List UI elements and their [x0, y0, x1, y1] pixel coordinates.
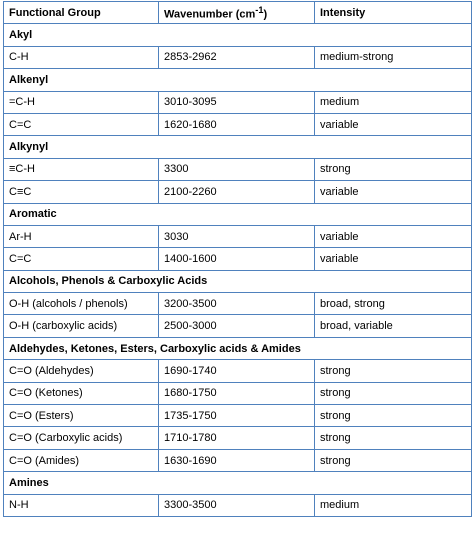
cell-intensity: broad, strong [315, 293, 472, 315]
cell-intensity: medium-strong [315, 46, 472, 68]
cell-wavenumber: 2500-3000 [159, 315, 315, 337]
table-row [4, 225, 472, 247]
table-row [4, 405, 472, 427]
table-row [4, 181, 472, 203]
cell-functional-group: C=O (Aldehydes) [4, 360, 159, 382]
group-header-label: Alkenyl [4, 69, 472, 91]
table-row [4, 248, 472, 270]
header-intensity: Intensity [315, 2, 472, 24]
cell-intensity: strong [315, 158, 472, 180]
cell-intensity: strong [315, 427, 472, 449]
table-row [4, 382, 472, 404]
cell-wavenumber: 1400-1600 [159, 248, 315, 270]
cell-intensity: strong [315, 382, 472, 404]
group-header-row [4, 69, 472, 91]
group-header-label: Aldehydes, Ketones, Esters, Carboxylic acids & Amides [4, 337, 472, 359]
cell-wavenumber: 1620-1680 [159, 113, 315, 135]
cell-intensity: strong [315, 405, 472, 427]
cell-intensity: strong [315, 360, 472, 382]
cell-functional-group: C=O (Ketones) [4, 382, 159, 404]
group-header-row [4, 24, 472, 46]
cell-wavenumber: 3300-3500 [159, 494, 315, 516]
group-header-label: Akyl [4, 24, 472, 46]
header-functional-group: Functional Group [4, 2, 159, 24]
group-header-label: Alcohols, Phenols & Carboxylic Acids [4, 270, 472, 292]
cell-intensity: medium [315, 494, 472, 516]
table-row [4, 360, 472, 382]
table-row [4, 46, 472, 68]
cell-functional-group: O-H (alcohols / phenols) [4, 293, 159, 315]
ir-absorption-table [3, 1, 472, 517]
group-header-row [4, 337, 472, 359]
table-row [4, 427, 472, 449]
cell-intensity: variable [315, 225, 472, 247]
table-row [4, 449, 472, 471]
table-row [4, 158, 472, 180]
cell-wavenumber: 1680-1750 [159, 382, 315, 404]
cell-wavenumber: 3010-3095 [159, 91, 315, 113]
table-row [4, 91, 472, 113]
cell-functional-group: C=O (Carboxylic acids) [4, 427, 159, 449]
header-wavenumber-label: Wavenumber (cm [164, 8, 256, 21]
cell-functional-group: O-H (carboxylic acids) [4, 315, 159, 337]
cell-wavenumber: 1630-1690 [159, 449, 315, 471]
cell-intensity: variable [315, 181, 472, 203]
group-header-row [4, 472, 472, 494]
cell-wavenumber: 1710-1780 [159, 427, 315, 449]
cell-wavenumber: 3030 [159, 225, 315, 247]
group-header-label: Aromatic [4, 203, 472, 225]
table-body [4, 2, 472, 517]
table-row [4, 293, 472, 315]
cell-wavenumber: 2853-2962 [159, 46, 315, 68]
cell-functional-group: C=O (Amides) [4, 449, 159, 471]
cell-intensity: broad, variable [315, 315, 472, 337]
table-header-row [4, 2, 472, 24]
cell-functional-group: C≡C [4, 181, 159, 203]
cell-wavenumber: 1690-1740 [159, 360, 315, 382]
cell-functional-group: C-H [4, 46, 159, 68]
cell-intensity: medium [315, 91, 472, 113]
cell-functional-group: N-H [4, 494, 159, 516]
cell-wavenumber: 3200-3500 [159, 293, 315, 315]
table-row [4, 113, 472, 135]
cell-wavenumber: 1735-1750 [159, 405, 315, 427]
cell-functional-group: C=C [4, 248, 159, 270]
header-wavenumber-close: ) [263, 8, 268, 21]
cell-functional-group: C=C [4, 113, 159, 135]
cell-wavenumber: 2100-2260 [159, 181, 315, 203]
cell-functional-group: C=O (Esters) [4, 405, 159, 427]
cell-functional-group: Ar-H [4, 225, 159, 247]
header-wavenumber-superscript: -1 [255, 4, 264, 15]
cell-wavenumber: 3300 [159, 158, 315, 180]
group-header-row [4, 270, 472, 292]
group-header-row [4, 136, 472, 158]
cell-intensity: variable [315, 113, 472, 135]
group-header-label: Amines [4, 472, 472, 494]
group-header-row [4, 203, 472, 225]
group-header-label: Alkynyl [4, 136, 472, 158]
cell-functional-group: =C-H [4, 91, 159, 113]
table-row [4, 494, 472, 516]
cell-functional-group: ≡C-H [4, 158, 159, 180]
table-row [4, 315, 472, 337]
cell-intensity: variable [315, 248, 472, 270]
cell-intensity: strong [315, 449, 472, 471]
header-wavenumber [159, 2, 315, 24]
